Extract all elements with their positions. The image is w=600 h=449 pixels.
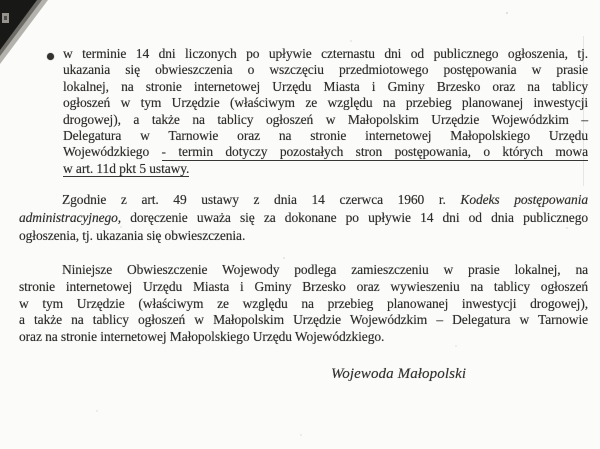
text-line: ogłoszeń w tym Urzędzie (właściwym ze względu na przebieg planowanej inwestycji — [63, 95, 588, 111]
italic-text-run: Kodeks postępowania — [460, 192, 589, 207]
text-line: drogowej), a także na tablicy ogłoszeń w Małopolskim Urzędzie Wojewódzkim – — [63, 111, 588, 127]
text-line: ukazania się obwieszczenia o wszczęciu przedmiotowego postępowania w prasie — [63, 62, 588, 78]
text-line — [19, 209, 588, 227]
text-line — [63, 161, 588, 177]
text-run: Zgodnie z art. 49 ustawy z dnia 14 czerwca 1960 r. — [62, 192, 461, 207]
text-line: ogłoszenia, tj. ukazania się obwieszczenia. — [19, 228, 246, 243]
text-line: lokalnej, na stronie internetowej Urzędu Miasta i Gminy Brzesko oraz na tablicy — [63, 78, 588, 94]
corner-light-spot — [2, 13, 9, 23]
text-line: stronie internetowej Urzędu Miasta i Gminy Brzesko oraz wywieszeniu na tablicy ogłoszeń — [19, 278, 588, 294]
paragraph-publication-notice — [19, 262, 588, 346]
scan-speck — [96, 410, 98, 412]
text-run: doręczenie uważa się za dokonane po upływie 14 dni od dnia publicznego — [121, 210, 588, 225]
text-line — [19, 191, 588, 209]
scan-speck — [506, 12, 508, 14]
text-line — [63, 144, 588, 160]
corner-spot-core — [4, 16, 7, 20]
text-line: Delegatura w Tarnowie oraz na stronie internetowej Małopolskiego Urzędu — [63, 128, 588, 144]
bullet-marker-icon — [47, 53, 54, 60]
signature-voivode: Wojewoda Małopolski — [331, 366, 467, 382]
text-line: a także na tablicy ogłoszeń w Małopolskim Urzędzie Wojewódzkim – Delegatura w Tarnowie — [19, 312, 588, 328]
scan-speck — [283, 257, 285, 259]
text-line: oraz na stronie internetowej Małopolskiego Urzędu Wojewódzkiego. — [19, 329, 385, 345]
paragraph-kpa-article49 — [19, 191, 588, 245]
underlined-text-run: - termin dotyczy pozostałych stron postępowania, o których mowa — [161, 144, 588, 160]
text-run: Wojewódzkiego — [63, 144, 162, 160]
text-line: w terminie 14 dni liczonych po upływie czternastu dni od publicznego ogłoszenia, tj. — [63, 46, 588, 61]
italic-text-run: administracyjnego, — [19, 210, 122, 225]
scan-speck — [350, 40, 352, 42]
text-line: w tym Urzędzie (właściwym ze względu na przebieg planowanej inwestycji drogowej), — [19, 295, 588, 311]
scan-speck — [300, 434, 302, 436]
underlined-text-run: w art. 11d pkt 5 ustawy. — [63, 160, 190, 176]
bullet-paragraph-deadline — [63, 46, 588, 177]
text-line: Niniejsze Obwieszczenie Wojewody podlega zamieszczeniu w prasie lokalnej, na — [62, 262, 588, 277]
